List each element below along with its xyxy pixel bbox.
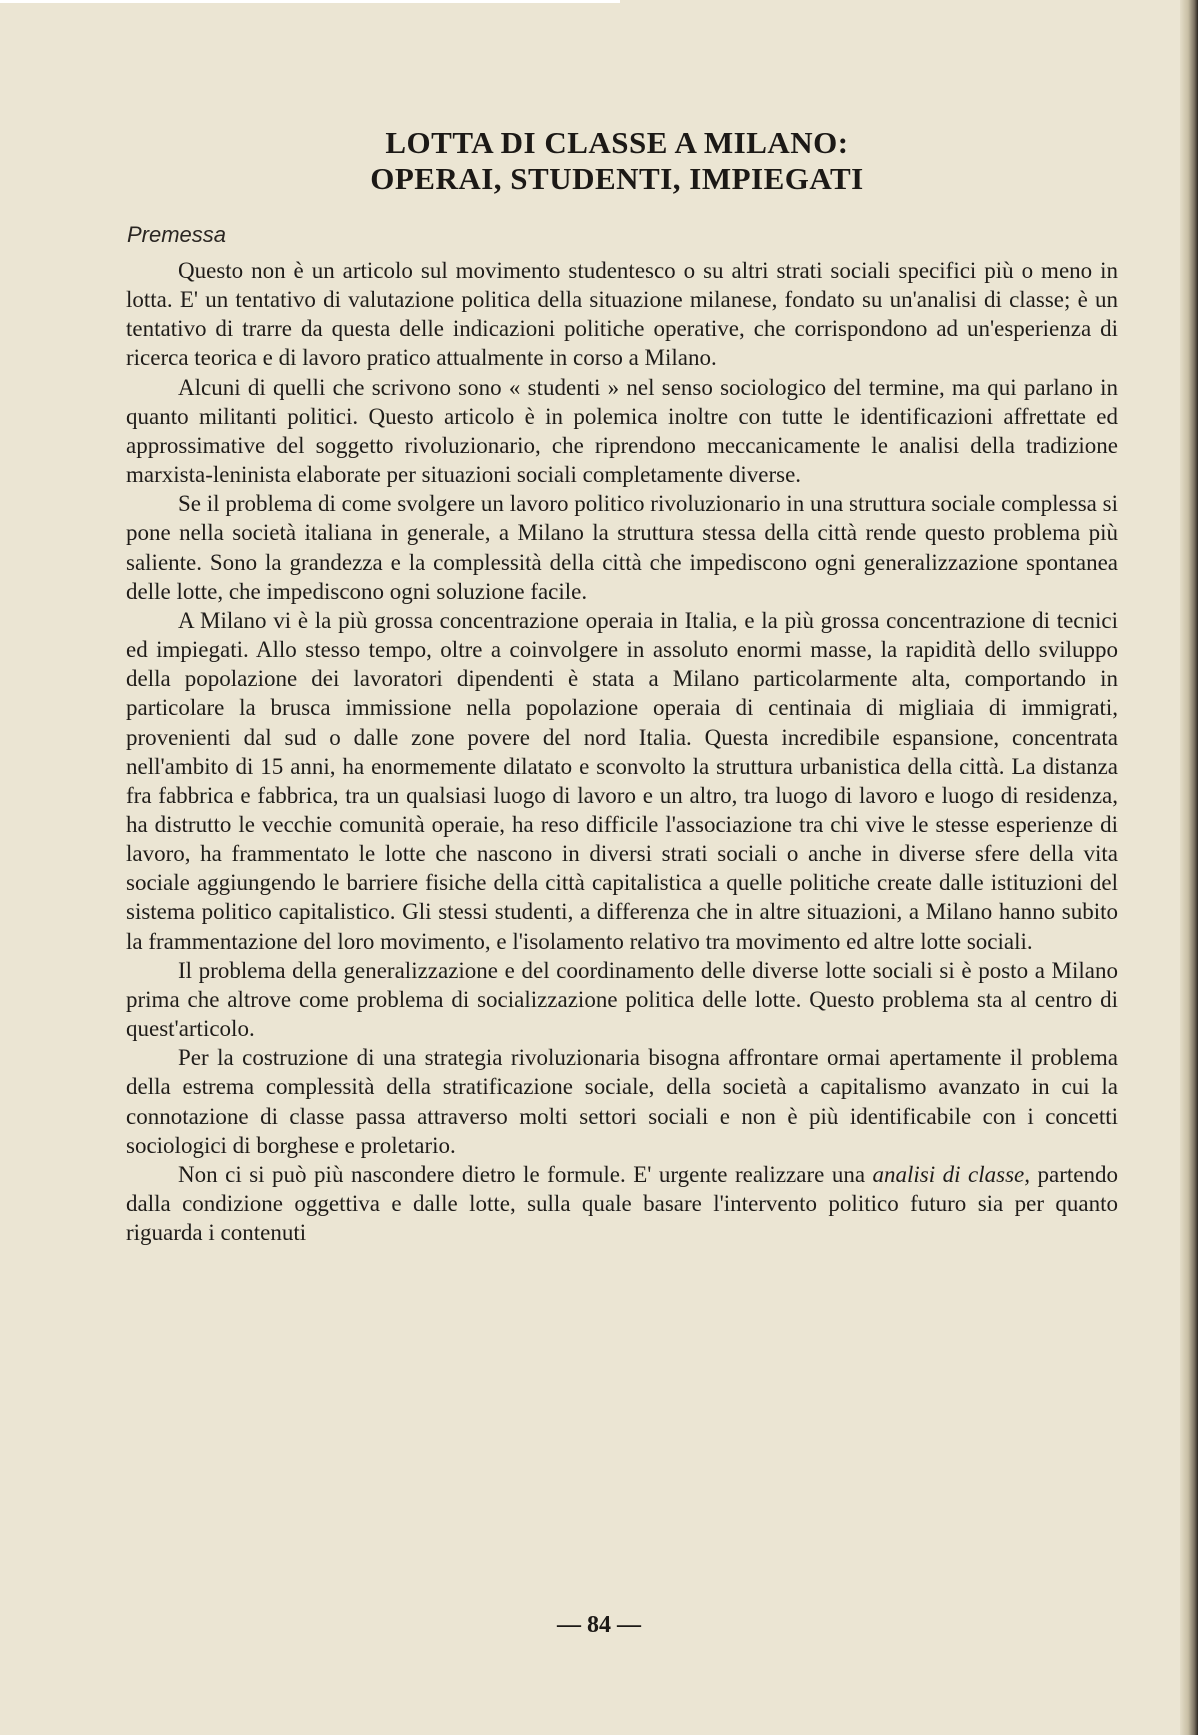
section-heading: Premessa	[127, 222, 227, 247]
article-title	[0, 125, 1198, 197]
title-line-2: OPERAI, STUDENTI, IMPIEGATI	[370, 161, 864, 196]
paragraph: A Milano vi è la più grossa concentrazione operaia in Italia, e la più grossa concentrazione di tecnici ed impiegati. Allo stesso tempo, oltre a coinvolgere in assoluto enormi masse, la rapidità dello sviluppo della popolazione dei lavoratori dipendenti è stata a Milano particolarmente alta, comportando in particolare la brusca immissione nella popolazione operaia di centinaia di migliaia di immigrati, provenienti dal sud o dalle zone povere del nord Italia. Questa incredibile espansione, concentrata nell'ambito di 15 anni, ha enormemente dilatato e sconvolto la struttura urbanistica della città. La distanza fra fabbrica e fabbrica, tra un qualsiasi luogo di lavoro e un altro, tra luogo di lavoro e luogo di residenza, ha distrutto le vecchie comunità operaie, ha reso difficile l'associazione tra chi vive le stesse esperienze di lavoro, ha frammentato le lotte che nascono in diversi strati sociali o anche in diverse sfere della vita sociale aggiungendo le barriere fisiche della città capitalistica a quelle politiche create dalle istituzioni del sistema politico capitalistico. Gli stessi studenti, a differenza che in altre situazioni, a Milano hanno subito la frammentazione del loro movimento, e l'isolamento relativo tra movimento ed altre lotte sociali.	[126, 607, 1118, 954]
paragraph: Se il problema di come svolgere un lavoro politico rivoluzionario in una struttura sociale complessa si pone nella società italiana in generale, a Milano la struttura stessa della città rende questo problema più saliente. Sono la grandezza e la complessità della città che impediscono ogni generalizzazione spontanea delle lotte, che impediscono ogni soluzione facile.	[126, 491, 1118, 604]
emphasized-text: analisi di classe,	[872, 1161, 1031, 1187]
paragraph-last	[126, 1160, 1118, 1247]
page-number: — 84 —	[557, 1612, 641, 1638]
article-body	[126, 256, 1118, 1247]
paragraph: Alcuni di quelli che scrivono sono « studenti » nel senso sociologico del termine, ma qui parlano in quanto militanti politici. Questo articolo è in polemica inoltre con tutte le identificazioni affrettate ed approssimative del soggetto rivoluzionario, che riprendono meccanicamente le analisi della tradizione marxista-leninista elaborate per situazioni sociali completamente diverse.	[126, 374, 1118, 488]
scan-border	[0, 0, 620, 3]
paragraph-text: partendo dalla condizione oggettiva e dalle lotte, sulla quale basare l'intervento politico futuro sia per quanto riguarda i contenuti	[126, 1161, 1118, 1246]
title-line-1: LOTTA DI CLASSE A MILANO:	[385, 125, 849, 160]
page-edge-shadow	[1180, 0, 1198, 1735]
paragraph-text: Non ci si può più nascondere dietro le formule. E' urgente realizzare una	[178, 1161, 873, 1187]
paragraph: Per la costruzione di una strategia rivoluzionaria bisogna affrontare ormai apertamente il problema della estrema complessità della stratificazione sociale, della società a capitalismo avanzato in cui la connotazione di classe passa attraverso molti settori sociali e non è più identificabile con i concetti sociologici di borghese e proletario.	[126, 1045, 1118, 1158]
paragraph: Questo non è un articolo sul movimento studentesco o su altri strati sociali specifici più o meno in lotta. E' un tentativo di valutazione politica della situazione milanese, fondato su un'analisi di classe; è un tentativo di trarre da questa delle indicazioni politiche operative, che corrispondono ad un'esperienza di ricerca teorica e di lavoro pratico attualmente in corso a Milano.	[126, 258, 1118, 371]
paragraph: Il problema della generalizzazione e del coordinamento delle diverse lotte sociali si è posto a Milano prima che altrove come problema di socializzazione politica delle lotte. Questo problema sta al centro di quest'articolo.	[126, 957, 1118, 1042]
